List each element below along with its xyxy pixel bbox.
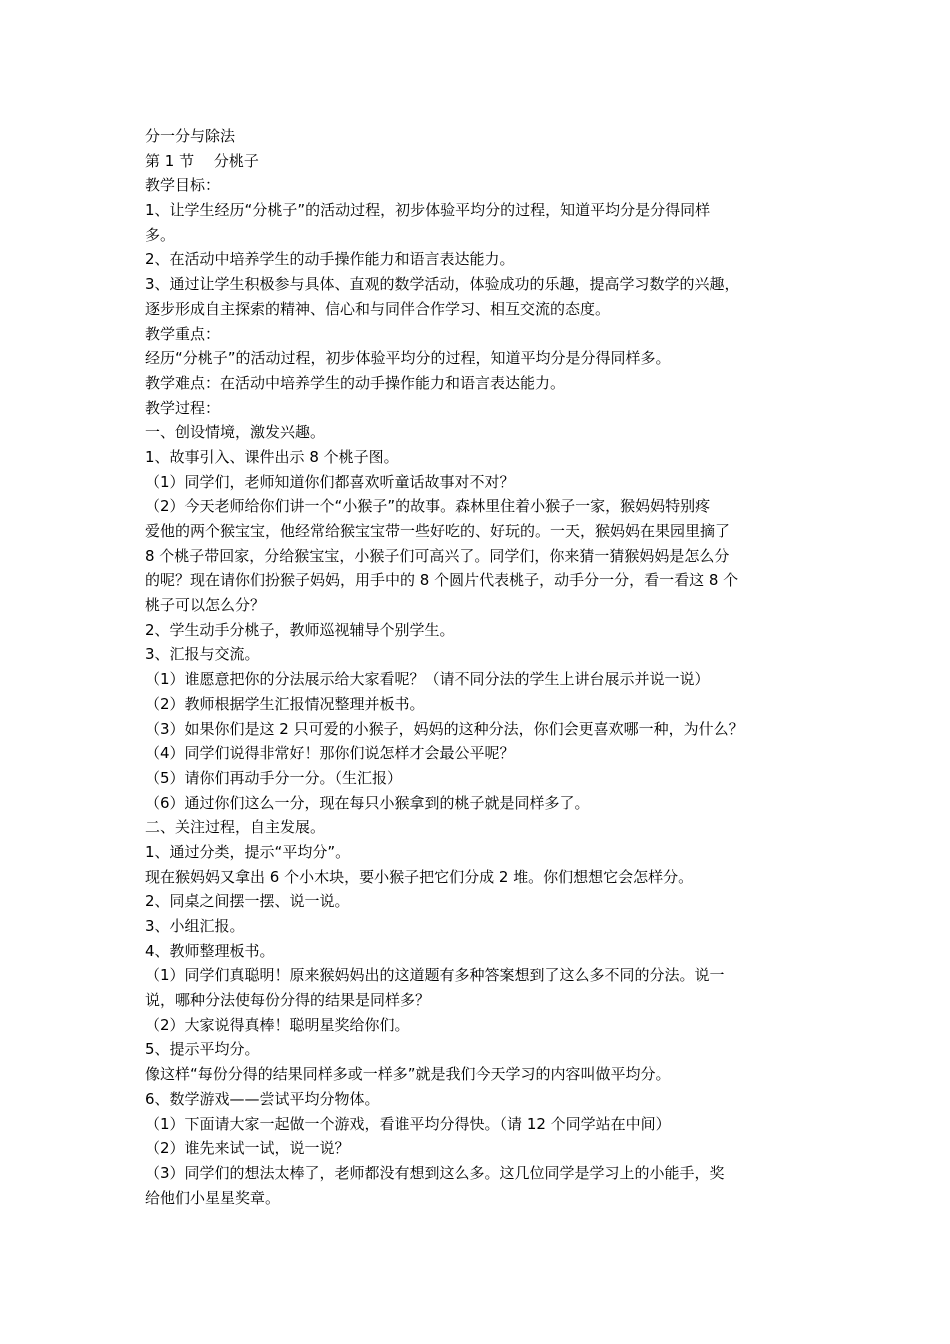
section-heading: 一、创设情境，激发兴趣。 (145, 423, 326, 442)
paragraph-line: 说，哪种分法使每份分得的结果是同样多？ (145, 991, 431, 1010)
heading-difficulties: 教学难点：在活动中培养学生的动手操作能力和语言表达能力。 (145, 373, 566, 392)
paragraph-line: 1、故事引入、课件出示 8 个桃子图。 (145, 447, 399, 466)
paragraph-line: 给他们小星星奖章。 (145, 1188, 281, 1207)
doc-title: 分一分与除法 (145, 127, 236, 145)
heading-key-points: 教学重点： (145, 324, 221, 343)
paragraph-line: 3、汇报与交流。 (145, 645, 260, 664)
paragraph-line: （4）同学们说得非常好！那你们说怎样才会最公平呢？ (145, 744, 515, 763)
paragraph-line: 4、教师整理板书。 (145, 941, 275, 960)
section-heading: 二、关注过程，自主发展。 (145, 818, 326, 837)
paragraph-line: 现在猴妈妈又拿出 6 个小木块，要小猴子把它们分成 2 堆。你们想想它会怎样分。 (145, 867, 694, 886)
heading-process: 教学过程： (145, 398, 221, 417)
paragraph-line: 爱他的两个猴宝宝，他经常给猴宝宝带一些好吃的、好玩的。一天，猴妈妈在果园里摘了 (145, 522, 731, 540)
paragraph-line: （6）通过你们这么一分，现在每只小猴拿到的桃子就是同样多了。 (145, 793, 590, 812)
paragraph-line: 5、提示平均分。 (145, 1040, 260, 1059)
paragraph-line: 桃子可以怎么分？ (145, 596, 266, 615)
paragraph-line: （2）教师根据学生汇报情况整理并板书。 (145, 694, 425, 713)
paragraph-line: 的呢？现在请你们扮猴子妈妈，用手中的 8 个圆片代表桃子，动手分一分，看一看这 8 个 (145, 571, 739, 590)
paragraph-line: 1、通过分类，提示“平均分”。 (145, 842, 351, 861)
paragraph-line: 3、通过让学生积极参与具体、直观的数学活动，体验成功的乐趣，提高学习数学的兴趣， (145, 275, 740, 294)
paragraph-line: 2、在活动中培养学生的动手操作能力和语言表达能力。 (145, 250, 515, 269)
section-title: 第 1 节 分桃子 (145, 151, 259, 170)
paragraph-line: 3、小组汇报。 (145, 917, 245, 935)
paragraph-line: 经历“分桃子”的活动过程，初步体验平均分的过程，知道平均分是分得同样多。 (145, 349, 671, 368)
paragraph-line: 6、数学游戏——尝试平均分物体。 (145, 1089, 380, 1108)
paragraph-line: （1）同学们，老师知道你们都喜欢听童话故事对不对？ (145, 472, 515, 491)
paragraph-line: 像这样“每份分得的结果同样多或一样多”就是我们今天学习的内容叫做平均分。 (145, 1065, 671, 1084)
paragraph-line: （3）同学们的想法太棒了，老师都没有想到这么多。这几位同学是学习上的小能手，奖 (145, 1163, 725, 1182)
document-body (145, 124, 817, 1210)
paragraph-line: 1、让学生经历“分桃子”的活动过程，初步体验平均分的过程，知道平均分是分得同样 (145, 201, 711, 220)
paragraph-line: （2）谁先来试一试，说一说？ (145, 1139, 350, 1158)
paragraph-line: （1）谁愿意把你的分法展示给大家看呢？（请不同分法的学生上讲台展示并说一说） (145, 670, 710, 689)
paragraph-line: （2）大家说得真棒！聪明星奖给你们。 (145, 1015, 410, 1034)
paragraph-line: 2、同桌之间摆一摆、说一说。 (145, 892, 350, 911)
paragraph-line: 8 个桃子带回家，分给猴宝宝，小猴子们可高兴了。同学们，你来猜一猜猴妈妈是怎么分 (145, 546, 730, 565)
paragraph-line: 多。 (145, 225, 176, 244)
paragraph-line: （1）下面请大家一起做一个游戏，看谁平均分得快。（请 12 个同学站在中间） (145, 1114, 671, 1133)
paragraph-line: 逐步形成自主探索的精神、信心和与同伴合作学习、相互交流的态度。 (145, 299, 611, 318)
paragraph-line: 2、学生动手分桃子，教师巡视辅导个别学生。 (145, 620, 455, 639)
paragraph-line: （3）如果你们是这 2 只可爱的小猴子，妈妈的这种分法，你们会更喜欢哪一种，为什么？ (145, 719, 744, 738)
paragraph-line: （1）同学们真聪明！原来猴妈妈出的这道题有多种答案想到了这么多不同的分法。说一 (145, 966, 725, 985)
paragraph-line: （2）今天老师给你们讲一个“小猴子”的故事。森林里住着小猴子一家，猴妈妈特别疼 (145, 497, 711, 516)
heading-goals: 教学目标： (145, 176, 221, 195)
paragraph-line: （5）请你们再动手分一分。（生汇报） (145, 768, 403, 787)
